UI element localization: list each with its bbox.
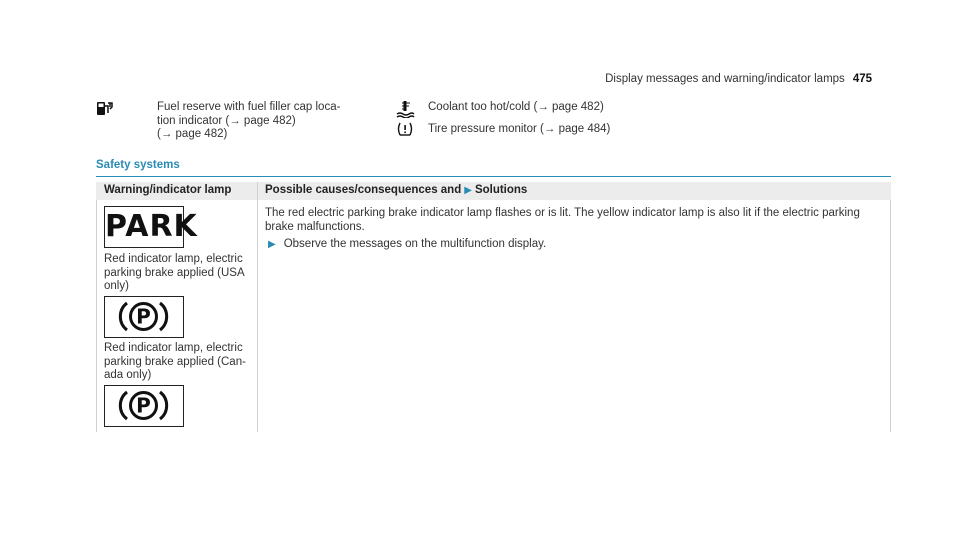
legend-tire-text: Tire pressure monitor (→ page 484): [428, 123, 611, 135]
park-text-icon: PARK: [104, 206, 184, 248]
svg-text:P: P: [136, 393, 151, 418]
column-header-causes: Possible causes/consequences and ▶ Solutions: [265, 184, 528, 196]
parking-brake-p-icon: [104, 385, 184, 427]
solution-step: ▶ Observe the messages on the multifunction display.: [268, 238, 547, 250]
section-title: Safety systems: [96, 159, 180, 171]
table-border-right: [890, 200, 891, 432]
table-header: [96, 182, 891, 200]
legend-fuel-text: Fuel reserve with fuel filler cap loca- tion indicator (→ page 482) (→ page 482): [157, 101, 341, 140]
column-divider: [257, 182, 258, 432]
warning-lamp-table: [96, 182, 891, 432]
coolant-temperature-icon: [395, 100, 415, 123]
triangle-right-icon: ▶: [464, 185, 472, 196]
column-header-lamp: Warning/indicator lamp: [104, 184, 232, 196]
lamp-label-canada: Red indicator lamp, electric parking brake applied (Can- ada only): [104, 342, 246, 381]
section-divider: [96, 176, 891, 177]
cause-description: The red electric parking brake indicator lamp flashes or is lit. The yellow indicator lamp is also lit if the electric parking brake malfunctions.: [265, 207, 860, 233]
page-header: [605, 73, 872, 85]
fuel-pump-icon: [96, 101, 114, 122]
triangle-right-icon: ▶: [268, 239, 276, 250]
svg-text:P: P: [136, 304, 151, 329]
parking-brake-p-icon: [104, 296, 184, 338]
table-border-left: [96, 200, 97, 432]
legend-coolant-text: Coolant too hot/cold (→ page 482): [428, 101, 604, 113]
page-number: 475: [852, 73, 872, 85]
page-header-title: Display messages and warning/indicator lamps: [605, 73, 845, 85]
lamp-label-usa: Red indicator lamp, electric parking brake applied (USA only): [104, 253, 245, 292]
tire-pressure-icon: [396, 121, 414, 142]
